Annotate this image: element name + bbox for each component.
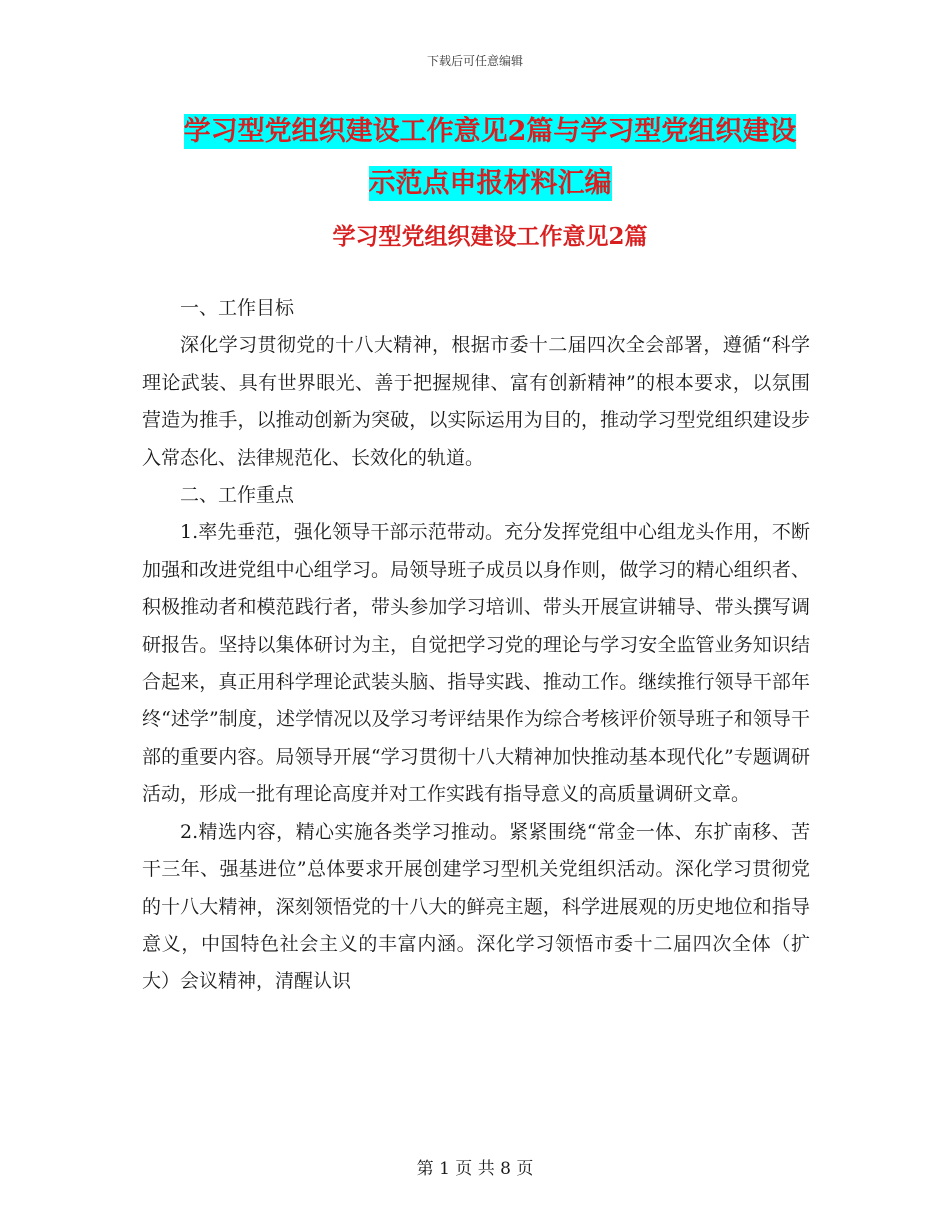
document-body (142, 290, 810, 1001)
heading-work-focus: 二、工作重点 (180, 484, 295, 507)
section-subtitle: 学习型党组织建设工作意见2篇 (332, 223, 648, 250)
title-line-2: 示范点申报材料汇编 (368, 168, 612, 199)
paragraph-focus-1: 1.率先垂范，强化领导干部示范带动。充分发挥党组中心组龙头作用，不断加强和改进党组中心组学习。局领导班子成员以身作则，做学习的精心组织者、积极推动者和模范践行者，带头参加学习培训、带头开展宣讲辅导、带头撰写调研报告。坚持以集体研讨为主，自觉把学习党的理论与学习安全监管业务知识结合起来，真正用科学理论武装头脑、指导实践、推动工作。继续推行领导干部年终“述学”制度，述学情况以及学习考评结果作为综合考核评价领导班子和领导干部的重要内容。局领导开展“学习贯彻十八大精神加快推动基本现代化”专题调研活动，形成一批有理论高度并对工作实践有指导意义的高质量调研文章。 (142, 521, 810, 806)
paragraph-goal: 深化学习贯彻党的十八大精神，根据市委十二届四次全会部署，遵循“科学理论武装、具有世界眼光、善于把握规律、富有创新精神”的根本要求，以氛围营造为推手，以推动创新为突破，以实际运用为目的，推动学习型党组织建设步入常态化、法律规范化、长效化的轨道。 (142, 334, 810, 469)
page-header-note: 下载后可任意编辑 (426, 54, 523, 68)
document-title (140, 106, 840, 210)
page-footer-number: 第 1 页 共 8 页 (416, 1159, 534, 1179)
heading-work-goal: 一、工作目标 (180, 297, 295, 319)
title-line-1: 学习型党组织建设工作意见2篇与学习型党组织建设 (183, 116, 797, 147)
paragraph-focus-2: 2.精选内容，精心实施各类学习推动。紧紧围绕“常金一体、东扩南移、苦干三年、强基进位”总体要求开展创建学习型机关党组织活动。深化学习贯彻党的十八大精神，深刻领悟党的十八大的鲜亮主题，科学进展观的历史地位和指导意义，中国特色社会主义的丰富内涵。深化学习领悟市委十二届四次全体（扩大）会议精神，清醒认识 (142, 820, 810, 993)
